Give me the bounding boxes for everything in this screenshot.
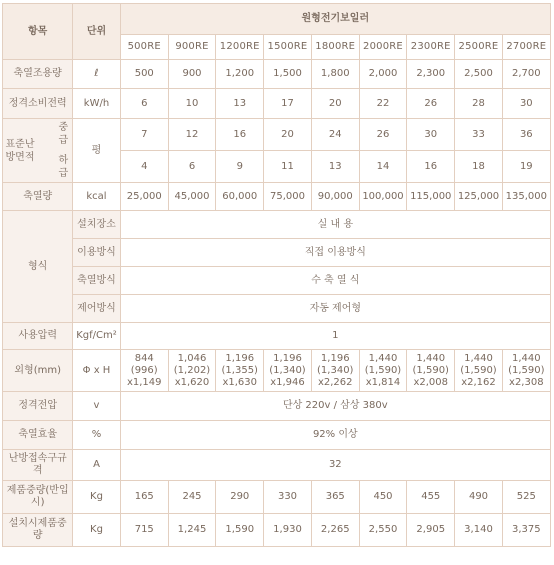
dimensions-line: 1,440 <box>464 352 493 364</box>
heat_amount-value: 60,000 <box>216 183 264 211</box>
dimensions-value <box>311 350 359 392</box>
dimensions-line: (1,590) <box>412 364 449 376</box>
table-row <box>3 60 551 89</box>
storage-value: 1,800 <box>311 60 359 89</box>
model-header: 500RE <box>120 35 168 60</box>
heat_amount-value: 75,000 <box>264 183 311 211</box>
heating-area-label <box>3 119 73 183</box>
weight-value: 490 <box>455 481 502 514</box>
type-label: 형식 <box>3 211 73 323</box>
dimensions-value <box>502 350 550 392</box>
model-header: 2300RE <box>407 35 455 60</box>
dimensions-line: 1,046 <box>177 352 207 364</box>
dimensions-line: (1,590) <box>460 364 497 376</box>
heating-low-label: 하급 <box>58 155 69 179</box>
weight-value: 165 <box>120 481 168 514</box>
weight-label-text: 제품중량(반입시) <box>6 485 69 508</box>
storage-value: 1,500 <box>264 60 311 89</box>
dimensions-line: x2,262 <box>317 376 353 388</box>
power-unit: kW/h <box>73 89 120 119</box>
efficiency-unit: % <box>73 421 120 450</box>
dimensions-line: (1,340) <box>317 364 354 376</box>
heating-mid-value: 33 <box>455 119 502 151</box>
connector-unit: A <box>73 450 120 481</box>
header-unit: 단위 <box>73 4 120 60</box>
storage-value: 900 <box>168 60 215 89</box>
heat_amount-value: 100,000 <box>359 183 406 211</box>
storage-unit: ℓ <box>73 60 120 89</box>
dimensions-line: (1,590) <box>364 364 402 376</box>
table-row <box>3 183 551 211</box>
power-value: 28 <box>455 89 502 119</box>
model-header: 1500RE <box>264 35 311 60</box>
heating-mid-value: 12 <box>168 119 215 151</box>
weight-value: 455 <box>407 481 455 514</box>
power-value: 6 <box>120 89 168 119</box>
heat_amount-value: 90,000 <box>311 183 359 211</box>
installed_weight-value: 715 <box>120 514 168 547</box>
heat_amount-value: 125,000 <box>455 183 502 211</box>
dimensions-line: 1,440 <box>511 352 541 364</box>
heating-area-unit: 평 <box>73 119 120 183</box>
power-value: 20 <box>311 89 359 119</box>
dimensions-value <box>359 350 406 392</box>
storage-value: 2,300 <box>407 60 455 89</box>
power-value: 30 <box>502 89 550 119</box>
type-sub-label: 이용방식 <box>73 239 120 267</box>
dimensions-line: (996) <box>130 364 158 376</box>
voltage-label: 정격전압 <box>3 392 73 421</box>
table-row <box>3 119 551 151</box>
power-value: 17 <box>264 89 311 119</box>
table-row <box>3 392 551 421</box>
heating-mid-label: 중급 <box>58 122 69 146</box>
installed_weight-label-text: 설치시제품중량 <box>8 518 67 541</box>
type-sub-label: 축열방식 <box>73 267 120 295</box>
heat_amount-label: 축열량 <box>3 183 73 211</box>
dimensions-line: x1,149 <box>126 376 162 388</box>
dimensions-value <box>455 350 502 392</box>
connector-label <box>3 450 73 481</box>
heating-mid-value: 30 <box>407 119 455 151</box>
dimensions-value <box>264 350 311 392</box>
efficiency-label: 축열효율 <box>3 421 73 450</box>
dimensions-line: x1,946 <box>270 376 305 388</box>
installed_weight-value: 3,375 <box>502 514 550 547</box>
heating-low-value: 11 <box>264 151 311 183</box>
dimensions-line: 1,196 <box>320 352 350 364</box>
heating-low-value: 13 <box>311 151 359 183</box>
dimensions-unit: Φ x H <box>73 350 120 392</box>
pressure-label: 사용압력 <box>3 323 73 350</box>
dimensions-line: 1,196 <box>273 352 302 364</box>
weight-label <box>3 481 73 514</box>
table-row <box>3 350 551 392</box>
weight-value: 525 <box>502 481 550 514</box>
heating-mid-value: 24 <box>311 119 359 151</box>
table-row <box>3 89 551 119</box>
table-row <box>3 481 551 514</box>
spec-table <box>2 3 551 547</box>
dimensions-line: (1,590) <box>508 364 545 376</box>
dimensions-line: x1,620 <box>174 376 210 388</box>
heating-low-value: 9 <box>216 151 264 183</box>
connector-value: 32 <box>120 450 550 481</box>
table-row <box>3 295 551 323</box>
model-header: 900RE <box>168 35 215 60</box>
installed_weight-unit: Kg <box>73 514 120 547</box>
dimensions-line: 1,440 <box>368 352 398 364</box>
model-header: 1800RE <box>311 35 359 60</box>
table-row <box>3 211 551 239</box>
dimensions-value <box>120 350 168 392</box>
type-sub-label: 설치장소 <box>73 211 120 239</box>
type-sub-label: 제어방식 <box>73 295 120 323</box>
pressure-unit: Kgf/Cm² <box>73 323 120 350</box>
dimensions-line: x1,630 <box>222 376 258 388</box>
installed_weight-label <box>3 514 73 547</box>
table-row <box>3 239 551 267</box>
dimensions-line: (1,202) <box>173 364 211 376</box>
model-header: 2700RE <box>502 35 550 60</box>
heating-low-value: 16 <box>407 151 455 183</box>
dimensions-line: (1,355) <box>221 364 258 376</box>
dimensions-line: x2,162 <box>461 376 496 388</box>
dimensions-value <box>216 350 264 392</box>
dimensions-line: (1,340) <box>269 364 306 376</box>
heat_amount-unit: kcal <box>73 183 120 211</box>
heat_amount-value: 45,000 <box>168 183 215 211</box>
power-label: 정격소비전력 <box>3 89 73 119</box>
heating-mid-value: 20 <box>264 119 311 151</box>
heating-mid-value: 16 <box>216 119 264 151</box>
installed_weight-value: 3,140 <box>455 514 502 547</box>
type-value: 수 축 열 식 <box>120 267 550 295</box>
weight-unit: Kg <box>73 481 120 514</box>
dimensions-line: x2,008 <box>413 376 449 388</box>
storage-value: 1,200 <box>216 60 264 89</box>
dimensions-line: x2,308 <box>509 376 544 388</box>
table-title: 원형전기보일러 <box>120 4 550 35</box>
dimensions-line: 844 <box>134 352 154 364</box>
installed_weight-value: 2,265 <box>311 514 359 547</box>
power-value: 10 <box>168 89 215 119</box>
storage-value: 500 <box>120 60 168 89</box>
heat_amount-value: 115,000 <box>407 183 455 211</box>
model-header: 1200RE <box>216 35 264 60</box>
weight-value: 365 <box>311 481 359 514</box>
heating-area-label-text: 표준난방면적 <box>5 138 35 163</box>
voltage-value: 단상 220v / 삼상 380v <box>120 392 550 421</box>
connector-label-text: 난방접속구규격 <box>8 453 67 476</box>
heating-mid-value: 7 <box>120 119 168 151</box>
dimensions-line: x1,814 <box>365 376 401 388</box>
heating-low-value: 18 <box>455 151 502 183</box>
storage-label: 축열조용량 <box>3 60 73 89</box>
heating-low-value: 14 <box>359 151 406 183</box>
weight-value: 245 <box>168 481 215 514</box>
model-header: 2500RE <box>455 35 502 60</box>
dimensions-value <box>168 350 215 392</box>
power-value: 26 <box>407 89 455 119</box>
type-value: 실 내 용 <box>120 211 550 239</box>
table-row <box>3 4 551 35</box>
voltage-unit: v <box>73 392 120 421</box>
dimensions-line: 1,196 <box>225 352 255 364</box>
installed_weight-value: 1,245 <box>168 514 215 547</box>
header-item: 항목 <box>3 4 73 60</box>
table-row <box>3 450 551 481</box>
storage-value: 2,700 <box>502 60 550 89</box>
table-row <box>3 421 551 450</box>
heating-mid-value: 36 <box>502 119 550 151</box>
installed_weight-value: 2,550 <box>359 514 406 547</box>
dimensions-value <box>407 350 455 392</box>
weight-value: 450 <box>359 481 406 514</box>
power-value: 22 <box>359 89 406 119</box>
type-value: 자동 제어형 <box>120 295 550 323</box>
weight-value: 330 <box>264 481 311 514</box>
table-row <box>3 267 551 295</box>
table-row <box>3 323 551 350</box>
heat_amount-value: 25,000 <box>120 183 168 211</box>
dimensions-line: 1,440 <box>416 352 446 364</box>
heating-low-value: 4 <box>120 151 168 183</box>
heating-mid-value: 26 <box>359 119 406 151</box>
heat_amount-value: 135,000 <box>502 183 550 211</box>
heating-low-value: 19 <box>502 151 550 183</box>
model-header: 2000RE <box>359 35 406 60</box>
storage-value: 2,000 <box>359 60 406 89</box>
power-value: 13 <box>216 89 264 119</box>
pressure-value: 1 <box>120 323 550 350</box>
dimensions-label: 외형(mm) <box>3 350 73 392</box>
efficiency-value: 92% 이상 <box>120 421 550 450</box>
weight-value: 290 <box>216 481 264 514</box>
storage-value: 2,500 <box>455 60 502 89</box>
heating-low-value: 6 <box>168 151 215 183</box>
table-row <box>3 514 551 547</box>
installed_weight-value: 2,905 <box>407 514 455 547</box>
type-value: 직접 이용방식 <box>120 239 550 267</box>
installed_weight-value: 1,590 <box>216 514 264 547</box>
installed_weight-value: 1,930 <box>264 514 311 547</box>
